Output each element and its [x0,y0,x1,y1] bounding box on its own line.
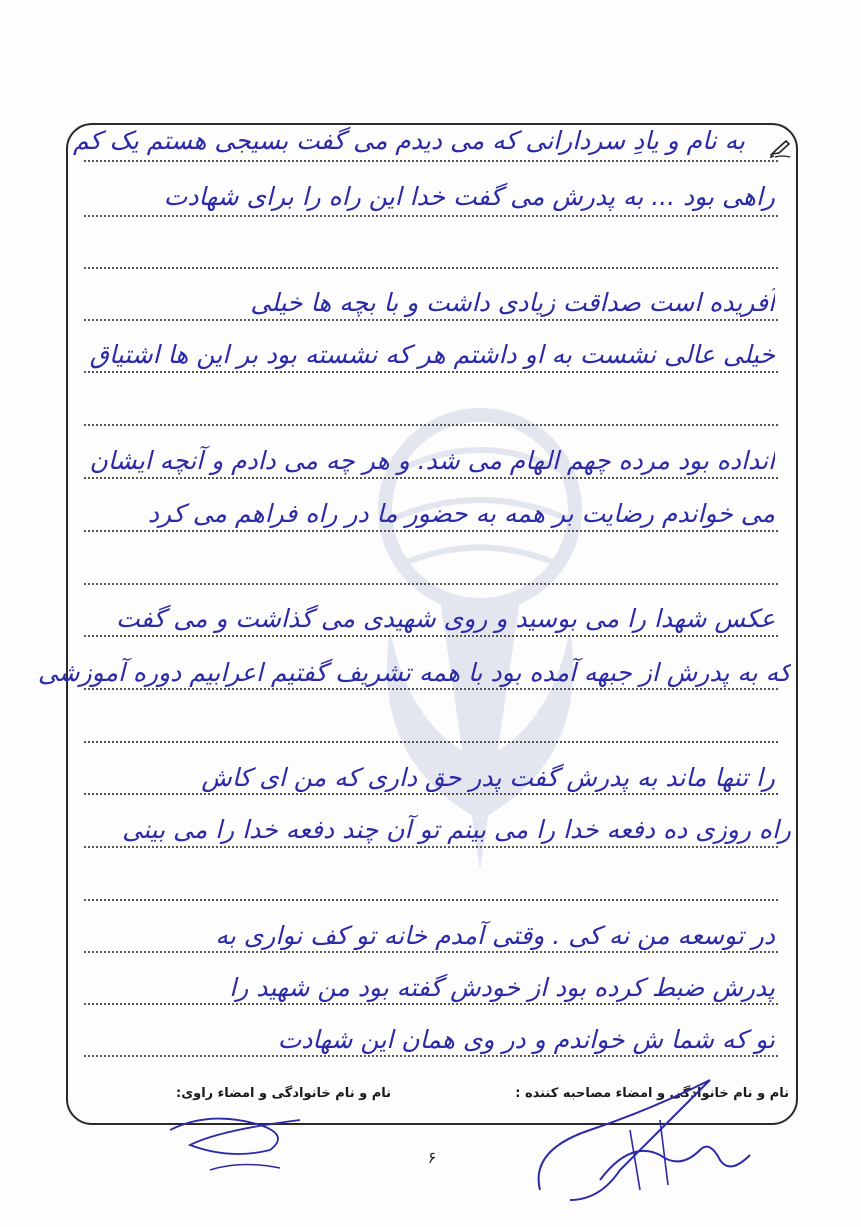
handwritten-line: را تنها ماند به پدرش گفت پدر حق داری که من ای کاش [201,763,775,792]
ruled-line [84,267,778,269]
ruled-line [84,215,778,217]
handwritten-line: به نام و یادِ سردارانی که می دیدم می گفت بسیجی هستم یک کم [72,126,745,155]
ruled-line [84,530,778,532]
ruled-line [84,583,778,585]
ruled-line [84,635,778,637]
interviewer-signature-label: نام و نام خانوادگی و امضاء مصاحبه کننده : [515,1086,789,1101]
ruled-line [84,371,778,373]
handwritten-line: عکس شهدا را می بوسید و روی شهیدی می گذاشت و می گفت [116,604,775,633]
handwritten-line: در توسعه من نه کی . وقتی آمدم خانه تو کف نواری به [215,921,775,950]
page-number: ۶ [427,1148,437,1167]
ruled-line [84,1003,778,1005]
ruled-line [84,160,778,162]
ruled-line [84,741,778,743]
handwritten-line: آفریده است صداقت زیادی داشت و با بچه ها خیلی [250,288,775,317]
ruled-line [84,899,778,901]
handwritten-line: انداده بود مرده چهم الهام می شد. و هر چه می دادم و آنچه ایشان [89,446,775,475]
ruled-line [84,846,778,848]
ruled-line [84,477,778,479]
ruled-line [84,951,778,953]
handwritten-line: می خواندم رضایت بر همه به حضور ما در راه فراهم می کرد [147,499,775,528]
ruled-line [84,793,778,795]
narrator-signature [150,1100,310,1180]
handwritten-line: تو که شما ش خواندم و در وی همان این شهادت [277,1025,775,1054]
handwritten-line: که به پدرش از جبهه آمده بود با همه تشریف گفتیم اعرابیم دوره آموزشی [37,658,791,687]
handwritten-line: راهی بود ... به پدرش می گفت خدا این راه را برای شهادت [163,182,775,211]
ruled-line [84,1055,778,1057]
narrator-signature-label: نام و نام خانوادگی و امضاء راوی: [176,1086,391,1101]
ruled-line [84,319,778,321]
interviewer-signature [510,1060,770,1210]
handwritten-line: پدرش ضبط کرده بود از خودش گفته بود من شهید را [229,973,775,1002]
handwritten-line: راه روزی ده دفعه خدا را می بینم تو آن چند دفعه خدا را می بینی [122,815,791,844]
ruled-line [84,424,778,426]
handwritten-line: خیلی عالی نشست به او داشتم هر که نشسته بود بر این ها اشتیاق [89,340,775,369]
ruled-line [84,688,778,690]
